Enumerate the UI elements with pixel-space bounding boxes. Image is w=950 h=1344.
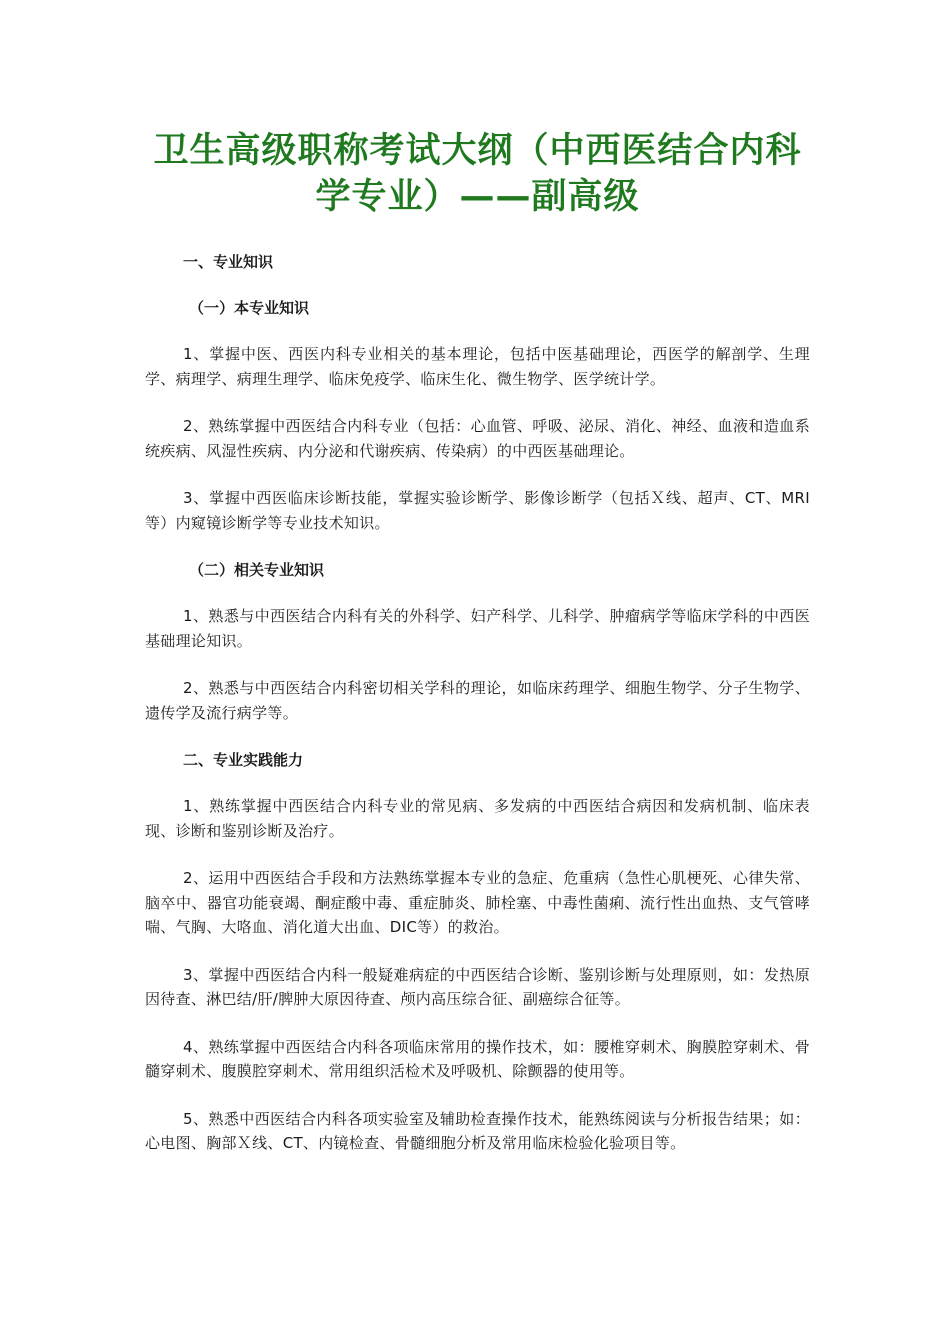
subsection-heading-related-knowledge: （二）相关专业知识 bbox=[189, 561, 325, 579]
subsection-heading-core-knowledge: （一）本专业知识 bbox=[189, 299, 310, 317]
list-item: 3、掌握中西医结合内科一般疑难病症的中西医结合诊断、鉴别诊断与处理原则，如：发热原因待查、淋巴结/肝/脾肿大原因待查、颅内高压综合征、副癌综合征等。 bbox=[145, 965, 810, 1008]
list-item: 1、掌握中医、西医内科专业相关的基本理论，包括中医基础理论，西医学的解剖学、生理学、病理学、病理生理学、临床免疫学、临床生化、微生物学、医学统计学。 bbox=[145, 345, 810, 388]
list-item: 4、熟练掌握中西医结合内科各项临床常用的操作技术，如：腰椎穿刺术、胸膜腔穿刺术、骨髓穿刺术、腹膜腔穿刺术、常用组织活检术及呼吸机、除颤器的使用等。 bbox=[145, 1037, 810, 1080]
list-item: 3、掌握中西医临床诊断技能，掌握实验诊断学、影像诊断学（包括Ｘ线、超声、CT、MRI等）内窥镜诊断学等专业技术知识。 bbox=[145, 489, 810, 532]
list-item: 2、熟练掌握中西医结合内科专业（包括：心血管、呼吸、泌尿、消化、神经、血液和造血系统疾病、风湿性疾病、内分泌和代谢疾病、传染病）的中西医基础理论。 bbox=[145, 417, 810, 460]
list-item: 2、运用中西医结合手段和方法熟练掌握本专业的急症、危重病（急性心肌梗死、心律失常、脑卒中、器官功能衰竭、酮症酸中毒、重症肺炎、肺栓塞、中毒性菌痢、流行性出血热、支气管哮喘、气胸、大咯血、消化道大出血、DIC等）的救治。 bbox=[145, 869, 810, 936]
document-title: 卫生高级职称考试大纲（中西医结合内科学专业）——副高级 bbox=[153, 131, 802, 217]
section-heading-professional-knowledge: 一、专业知识 bbox=[183, 253, 274, 271]
list-item: 2、熟悉与中西医结合内科密切相关学科的理论，如临床药理学、细胞生物学、分子生物学、遗传学及流行病学等。 bbox=[145, 679, 810, 722]
list-item: 5、熟悉中西医结合内科各项实验室及辅助检查操作技术，能熟练阅读与分析报告结果；如：心电图、胸部Ｘ线、CT、内镜检查、骨髓细胞分析及常用临床检验化验项目等。 bbox=[145, 1109, 810, 1152]
list-item: 1、熟练掌握中西医结合内科专业的常见病、多发病的中西医结合病因和发病机制、临床表现、诊断和鉴别诊断及治疗。 bbox=[145, 797, 810, 840]
list-item: 1、熟悉与中西医结合内科有关的外科学、妇产科学、儿科学、肿瘤病学等临床学科的中西医基础理论知识。 bbox=[145, 607, 810, 650]
document-body bbox=[145, 250, 810, 1156]
document-page bbox=[145, 128, 810, 1156]
section-heading-practice-ability: 二、专业实践能力 bbox=[183, 751, 304, 769]
